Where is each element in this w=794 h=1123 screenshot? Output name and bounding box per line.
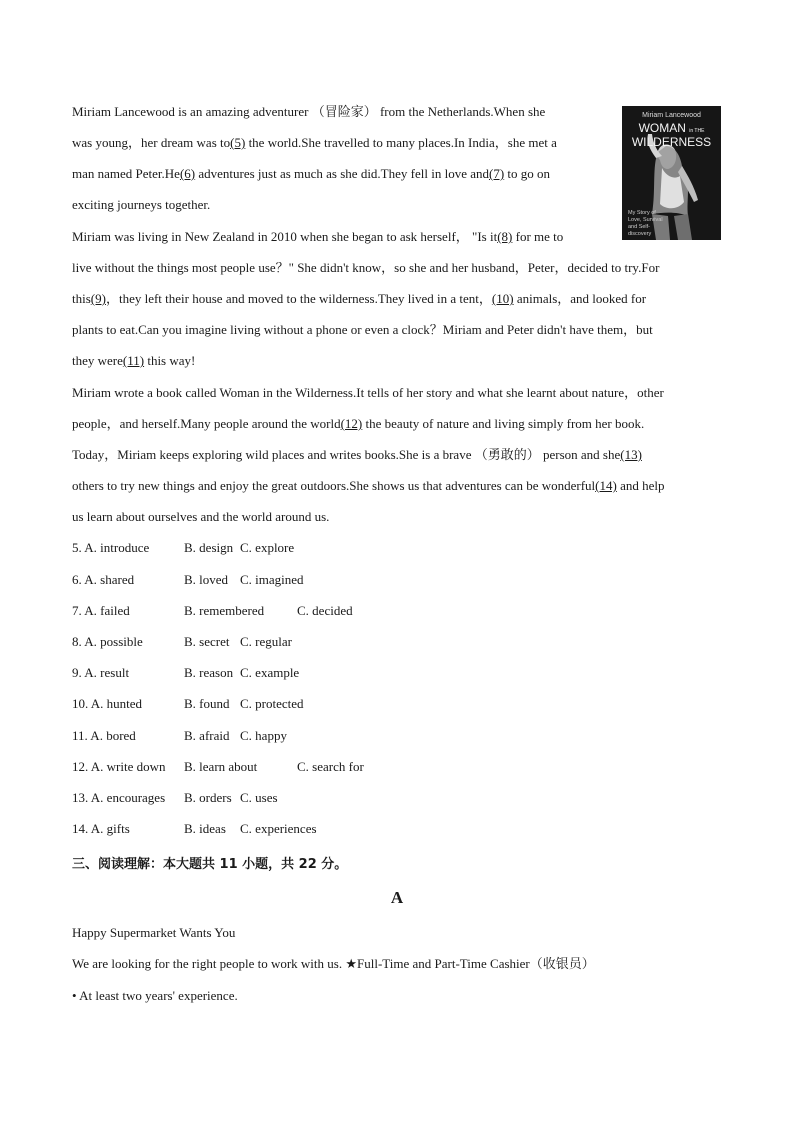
passage-text: others to try new things and enjoy the great outdoors.She shows us that adventures can be wonderful [72, 478, 596, 493]
passage-text: the beauty of nature and living simply from her book. [362, 416, 645, 431]
ad-line: • At least two years' experience. [72, 988, 238, 1003]
blank-number: (6) [179, 166, 196, 181]
passage-line [72, 197, 210, 213]
option-c: C. protected [240, 696, 304, 711]
blank-number: (7) [488, 166, 505, 181]
option-c: C. explore [240, 540, 295, 555]
passage-line [72, 478, 664, 494]
passage-line [72, 104, 545, 120]
passage-text: Miriam Lancewood is an amazing adventurer （冒险家） from the Netherlands.When she [72, 104, 546, 119]
option-b: B. loved [184, 572, 229, 587]
passage-line [72, 416, 644, 432]
option-a: 6. A. shared [72, 572, 135, 587]
option-a: 11. A. bored [72, 728, 136, 743]
blank-number: (14) [595, 478, 617, 493]
passage-text: this way! [144, 353, 196, 368]
option-c: C. regular [240, 634, 292, 649]
blank-number: (13) [620, 447, 642, 462]
option-a: 8. A. possible [72, 634, 143, 649]
passage-line [72, 135, 557, 151]
option-c: C. imagined [240, 572, 304, 587]
passage-text: to go on [504, 166, 551, 181]
option-b: B. found [184, 696, 230, 711]
option-b: B. afraid [184, 728, 230, 743]
passage-text: Miriam wrote a book called Woman in the Wilderness.It tells of her story and what she learnt about nature，other [72, 385, 664, 400]
ad-line: We are looking for the right people to work with us. ★Full-Time and Part-Time Cashier（收银员） [72, 956, 595, 971]
option-b: B. design [184, 540, 234, 555]
book-cover-image [622, 106, 721, 240]
option-a: 12. A. write down [72, 759, 166, 774]
passage-line [72, 385, 664, 401]
passage-line [72, 291, 646, 307]
cover-author: Miriam Lancewood [642, 112, 701, 119]
blank-number: (9) [90, 291, 106, 306]
passage-text: the world.She travelled to many places.In India，she met a [245, 135, 557, 150]
option-c: C. decided [297, 603, 353, 618]
option-b: B. secret [184, 634, 230, 649]
passage-text: animals，and looked for [513, 291, 647, 306]
passage-text: for me to [512, 229, 564, 244]
passage-line [72, 260, 659, 276]
option-b: B. ideas [184, 821, 226, 836]
blank-number: (12) [340, 416, 363, 431]
passage-text: this [72, 291, 91, 306]
cover-subtitle: My Story of Love, Survival and Self-discovery [628, 210, 663, 237]
blank-number: (5) [230, 135, 246, 150]
passage-line [72, 447, 642, 463]
option-b: B. reason [184, 665, 234, 680]
option-a: 9. A. result [72, 665, 130, 680]
passage-text: live without the things most people use？" She didn't know，so she and her husband，Peter，decided to try.For [72, 260, 660, 275]
passage-text: exciting journeys together. [72, 197, 211, 212]
option-a: 5. A. introduce [72, 540, 150, 555]
option-a: 10. A. hunted [72, 696, 143, 711]
cover-title-line1: WOMAN [638, 121, 686, 135]
option-b: B. learn about [184, 759, 258, 774]
cover-title [622, 123, 721, 148]
cover-title-small: in THE [689, 128, 705, 134]
option-b: B. orders [184, 790, 232, 805]
option-c: C. experiences [240, 821, 317, 836]
passage-text: people，and herself.Many people around the world [72, 416, 341, 431]
passage-line [72, 353, 195, 369]
option-a: 7. A. failed [72, 603, 130, 618]
option-c: C. uses [240, 790, 278, 805]
passage-text: ，they left their house and moved to the wilderness.They lived in a tent， [105, 291, 492, 306]
option-b: B. remembered [184, 603, 265, 618]
option-a: 13. A. encourages [72, 790, 166, 805]
passage-text: plants to eat.Can you imagine living without a phone or even a clock？Miriam and Peter didn't have them，but [72, 322, 653, 337]
passage-line [72, 322, 653, 338]
cover-title-line2: WILDERNESS [631, 135, 712, 149]
passage-text: Today，Miriam keeps exploring wild places and writes books.She is a brave （勇敢的） person and she [72, 447, 621, 462]
passage-text: us learn about ourselves and the world around us. [72, 509, 330, 524]
section-heading: 三、阅读理解：本大题共 11 小题，共 22 分。 [72, 857, 348, 872]
passage-text: Miriam was living in New Zealand in 2010 when she began to ask herself， "Is it [72, 229, 498, 244]
blank-number: (11) [122, 353, 145, 368]
passage-text: adventures just as much as she did.They fell in love and [195, 166, 489, 181]
ad-title: Happy Supermarket Wants You [72, 925, 236, 940]
blank-number: (8) [497, 229, 513, 244]
passage-line [72, 166, 550, 182]
passage-text: man named Peter.He [72, 166, 180, 181]
passage-text: and help [616, 478, 665, 493]
option-c: C. happy [240, 728, 287, 743]
option-c: C. search for [297, 759, 364, 774]
blank-number: (10) [491, 291, 514, 306]
option-a: 14. A. gifts [72, 821, 130, 836]
option-c: C. example [240, 665, 300, 680]
passage-line [72, 509, 329, 525]
passage-line [72, 229, 563, 245]
passage-text: was young，her dream was to [72, 135, 231, 150]
passage-text: they were [72, 353, 123, 368]
part-a-label: A [390, 888, 404, 907]
